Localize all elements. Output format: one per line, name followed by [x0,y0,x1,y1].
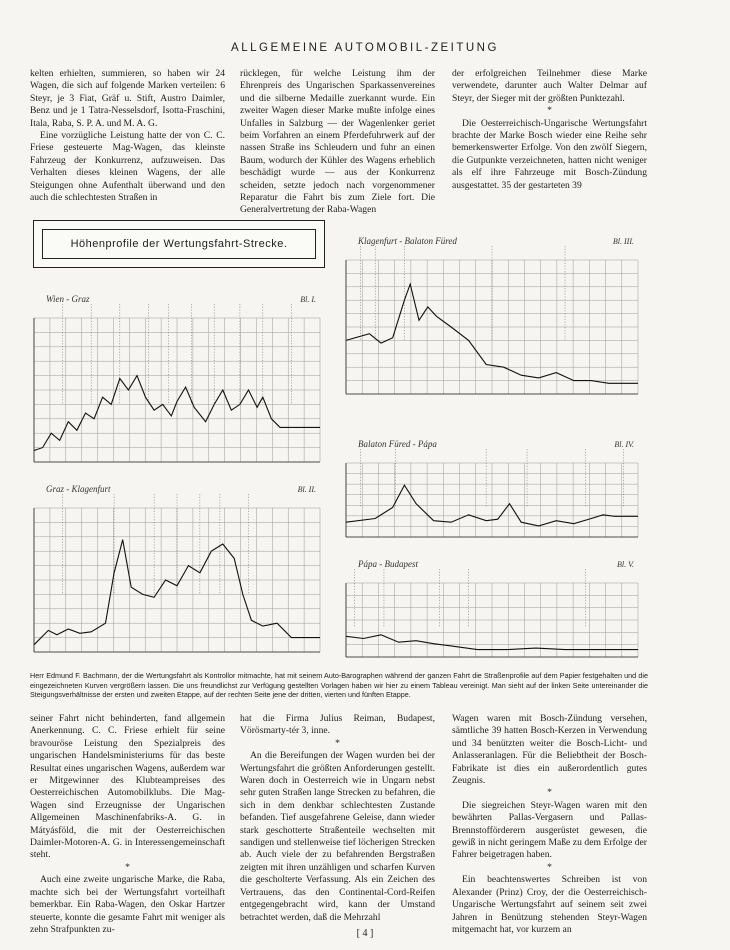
chart-sheet-number: Bl. IV. [614,440,634,449]
section-divider: * [547,105,552,117]
paragraph: Ein beachtenswertes Schreiben ist von Alexander (Prinz) Croy, der die Oesterreichisch-Ungarische Wertungsfahrt auf seinem seit zwei Jahren in Benützung stehenden Steyr-Wagen mitgemacht hat, vor kurzem an [452,874,647,935]
page-number: [ 4 ] [356,928,374,939]
paragraph: seiner Fahrt nicht behinderten, fand allgemein Anerkennung. C. C. Friese erhielt für seine bravouröse Leistung den Spezialpreis des ungarischen Handelsministeriums für das beste Resultat eines ungarischen Wagens, außerdem war er Mitgewinner des Klubteampreises des Oesterreichischen Automobilklubs. Die Mag-Wagen sind Erzeugnisse der Ungarischen Allgemeinen Maschinenfabriks-A. G. in Mátyásföld, die mit der Oesterreichischen Daimler-Motoren-A. G. in Interessengemeinschaft steht. [30,713,225,861]
elevation-chart-5 [346,559,638,657]
section-divider: * [547,861,552,873]
chart-sheet-number: Bl. III. [612,237,634,246]
paragraph: kelten erhielten, summieren, so haben wir 24 Wagen, die sich auf folgende Marken verteilen: 6 Steyr, je 3 Fiat, Gräf u. Stift, Austro Daimler, Benz und je 1 Tatra-Nesselsdorf, Isotta-Fraschini, Itala, Raba, S. P. A. und M. A. G. [30,68,225,129]
elevation-profiles-figure [28,212,648,667]
chart-grid [346,463,638,537]
paragraph: Die siegreichen Steyr-Wagen waren mit den bewährten Pallas-Vergasern und Pallas-Brennstofförderern ausgerüstet gewesen, die gewiß in nicht geringem Maße zu dem Erfolge der Fahrer beigetragen haben. [452,799,647,861]
paragraph: Wagen waren mit Bosch-Zündung versehen, sämtliche 39 hatten Bosch-Kerzen in Verwendung und 34 benützten weiter die Bosch-Licht- und Anlasseranlagen. Für die Beliebtheit der Bosch-Fabrikate ist dies ein außerordentlich gutes Zeugnis. [452,713,647,787]
chart-sheet-number: Bl. II. [297,485,316,494]
text-column-3-top [452,68,647,192]
chart-grid [34,318,320,462]
chart-grid [346,583,638,657]
chart-sheet-number: Bl. V. [617,560,634,569]
chart-grid [34,508,320,652]
text-column-2-top [240,68,435,217]
text-column-2-bottom [240,713,435,924]
chart-route-label: Graz - Klagenfurt [46,484,111,494]
figure-caption: Herr Edmund F. Bachmann, der die Wertungsfahrt als Kontrollor mitmachte, hat mit seinem Auto-Barographen während der ganzen Fahrt die Straßenprofile auf dem Papier festgehalten und die eingezeichneten Kurven vergrößern lassen. Die uns freundlichst zur Verfügung gestellten Vorlagen haben wir hier zu einem Tableau vereinigt. Man sieht auf der linken Seite untereinander die Steigungsverhältnisse der ersten und zweiten Etappe, auf der rechten Seite jene der dritten, vierten und fünften Etappe. [30,671,648,700]
chart-sheet-number: Bl. I. [300,295,316,304]
section-divider: * [547,787,552,799]
paragraph: rücklegen, für welche Leistung ihm der Ehrenpreis des Ungarischen Sparkassenvereines und die silberne Medaille zuerkannt wurde. Ein zweiter Wagen dieser Marke mußte infolge eines Unfalles in Salzburg — der Wagenlenker geriet beim Vorfahren an einem Pferdefuhrwerk auf der nassen Straße ins Schleudern und fuhr an einen Baum, wodurch der Kühler des Wagens erheblich beschädigt wurde — aus der Konkurrenz scheiden, setzte jedoch nach vorgenommener Reparatur die Fahrt bis zum Ziele fort. Die Generalvertretung der Raba-Wagen [240,68,435,216]
elevation-chart-2 [34,484,320,652]
section-divider: * [335,737,340,749]
paragraph: Eine vorzügliche Leistung hatte der von C. C. Friese gesteuerte Mag-Wagen, das kleinste Fahrzeug der Konkurrenz, aufzuweisen. Das Verhalten dieses kleinen Wagens, der alle Steigungen ohne Aufenthalt überwand und den auch die schlechtesten Straßen in [30,130,225,204]
elevation-chart-4 [346,439,638,537]
text-column-3-bottom [452,713,647,936]
elevation-chart-1 [34,294,320,462]
paragraph: An die Bereifungen der Wagen wurden bei der Wertungsfahrt die größten Anforderungen gestellt. Waren doch in Oesterreich wie in Ungarn nebst sehr guten Straßen lange Strecken zu befahren, die sich in dem denkbar schlechtesten Zustande befanden. Tief ausgefahrene Geleise, dann wieder stark geschotterte Straßenteile wechselten mit sandigen und stellenweise tief löcherigen Strecken ab. Auch viele der zu befahrenden Bergstraßen zeigten mit ihren unzähligen und scharfen Kurven die gescholterte Verfassung. Als ein Zeichen des Vertrauens, das den Continental-Cord-Reifen entgegengebracht wird, kann der Umstand betrachtet werden, daß die Mehrzahl [240,750,435,923]
chart-route-label: Pápa - Budapest [358,559,418,569]
chart-route-label: Wien - Graz [46,294,90,304]
section-divider: * [125,861,130,873]
paragraph: Die Oesterreichisch-Ungarische Wertungsfahrt brachte der Marke Bosch wieder eine Reihe sehr bemerkenswerter Erfolge. Von den zwölf Siegern, die Gutpunkte verzeichneten, hatten nicht weniger als elf ihre Fahrzeuge mit Bosch-Zündung ausgestattet. 35 der gestarteten 39 [452,117,647,191]
chart-route-label: Balaton Füred - Pápa [358,439,437,449]
paragraph: der erfolgreichen Teilnehmer diese Marke verwendete, darunter auch Walter Delmar auf Steyr, der Sieger mit der größten Punktezahl. [452,68,647,104]
figure-title: Höhenprofile der Wertungsfahrt-Strecke. [42,229,316,259]
elevation-chart-3 [346,236,638,394]
text-column-1-top [30,68,225,204]
chart-route-label: Klagenfurt - Balaton Füred [358,236,457,246]
figure-title-box [33,220,325,268]
paragraph: Auch eine zweite ungarische Marke, die Raba, machte sich bei der Wertungsfahrt vorteilhaft bemerkbar. Ein Raba-Wagen, den Oskar Hartzer steuerte, konnte die gesamte Fahrt mit weniger als zehn Strafpunkten zu- [30,874,225,935]
running-header: ALLGEMEINE AUTOMOBIL-ZEITUNG [231,42,499,54]
paragraph: hat die Firma Julius Reiman, Budapest, Vörösmarty-tér 3, inne. [240,713,435,737]
elevation-profiles-svg [28,212,648,667]
text-column-1-bottom [30,713,225,936]
